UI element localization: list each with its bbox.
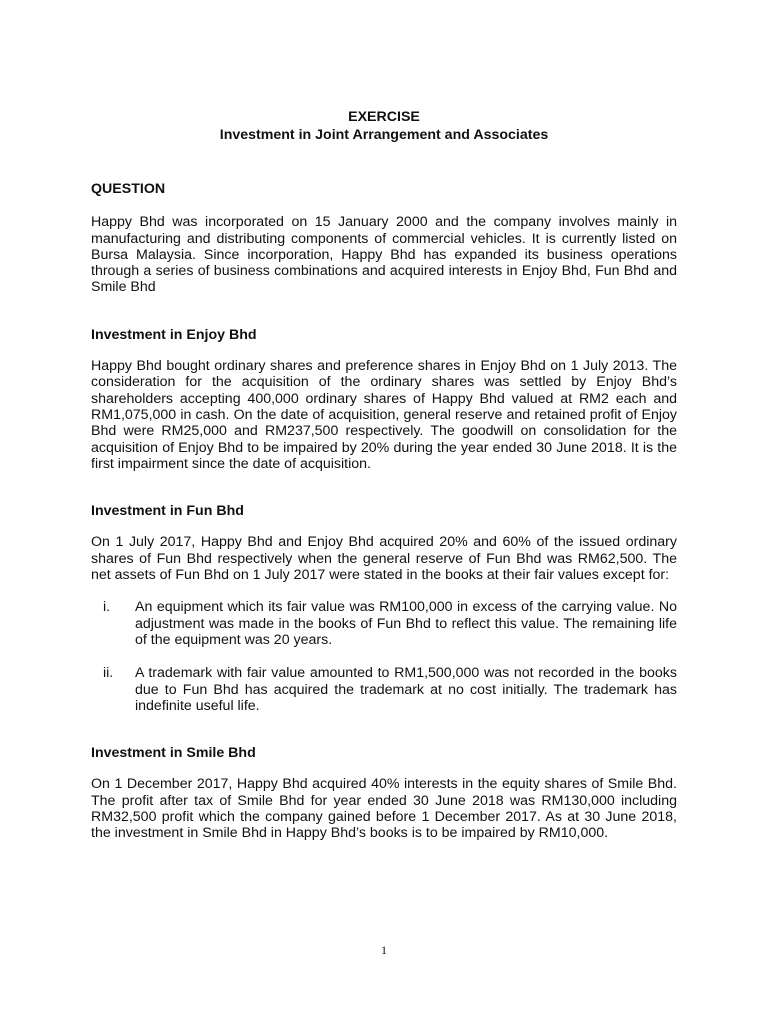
document-body bbox=[91, 108, 677, 842]
list-item-number: i. bbox=[103, 599, 111, 616]
question-heading: QUESTION bbox=[91, 181, 166, 197]
list-item-text: A trademark with fair value amounted to RM1,500,000 was not recorded in the books due to Fun Bhd has acquired the trademark at no cost initially. The trademark has indefinite useful life. bbox=[135, 665, 677, 714]
list-item-text: An equipment which its fair value was RM100,000 in excess of the carrying value. No adjustment was made in the books of Fun Bhd to reflect this value. The remaining life of the equipment was 20 years. bbox=[135, 599, 677, 648]
page-number: 1 bbox=[381, 943, 387, 957]
list-item bbox=[91, 665, 677, 714]
fun-paragraph: On 1 July 2017, Happy Bhd and Enjoy Bhd acquired 20% and 60% of the issued ordinary shares of Fun Bhd respectively when the general reserve of Fun Bhd was RM62,500. The net assets of Fun Bhd on 1 July 2017 were stated in the books at their fair values except for: bbox=[91, 534, 677, 584]
enjoy-heading: Investment in Enjoy Bhd bbox=[91, 326, 257, 343]
enjoy-paragraph: Happy Bhd bought ordinary shares and preference shares in Enjoy Bhd on 1 July 2013. The consideration for the acquisition of the ordinary shares was settled by Enjoy Bhd’s shareholders accepting 400,000 ordinary shares of Happy Bhd valued at RM2 each and RM1,075,000 in cash. On the date of acquisition, general reserve and retained profit of Enjoy Bhd were RM25,000 and RM237,500 respectively. The goodwill on consolidation for the acquisition of Enjoy Bhd to be impaired by 20% during the year ended 30 June 2018. It is the first impairment since the date of acquisition. bbox=[91, 358, 677, 472]
smile-paragraph: On 1 December 2017, Happy Bhd acquired 40% interests in the equity shares of Smile Bhd. The profit after tax of Smile Bhd for year ended 30 June 2018 was RM130,000 including RM32,500 profit which the company gained before 1 December 2017. As at 30 June 2018, the investment in Smile Bhd in Happy Bhd’s books is to be impaired by RM10,000. bbox=[91, 776, 677, 842]
smile-heading: Investment in Smile Bhd bbox=[91, 745, 256, 762]
document-subtitle: Investment in Joint Arrangement and Associates bbox=[219, 127, 549, 143]
list-item-number: ii. bbox=[103, 665, 114, 682]
question-paragraph: Happy Bhd was incorporated on 15 January 2000 and the company involves mainly in manufacturing and distributing components of commercial vehicles. It is currently listed on Bursa Malaysia. Since incorporation, Happy Bhd has expanded its business operations through a series of business combinations and acquired interests in Enjoy Bhd, Fun Bhd and Smile Bhd bbox=[91, 214, 677, 296]
fun-heading: Investment in Fun Bhd bbox=[91, 503, 244, 520]
document-title: EXERCISE bbox=[348, 109, 420, 125]
fun-exceptions-list bbox=[91, 599, 677, 714]
list-item bbox=[91, 599, 677, 648]
